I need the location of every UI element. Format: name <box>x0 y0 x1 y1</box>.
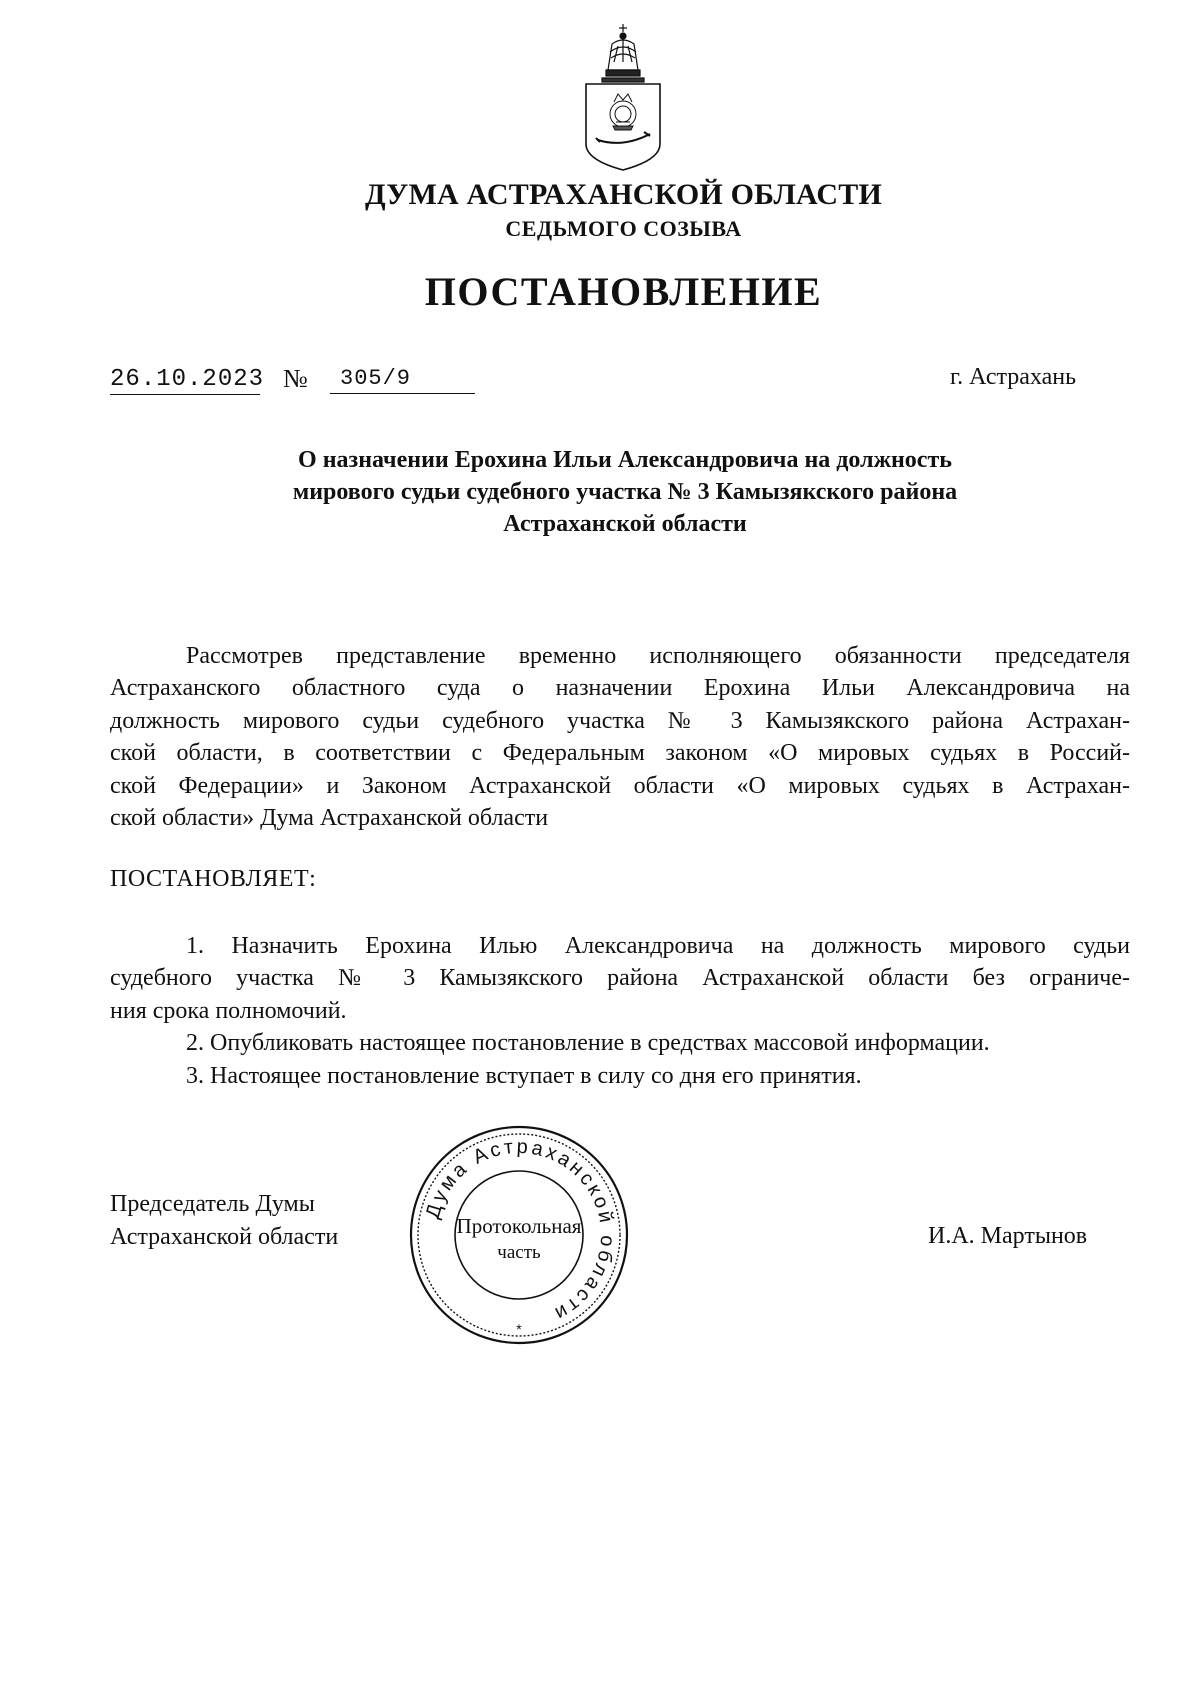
preamble-line: ской Федерации» и Законом Астраханской области «О мировых судьях в Астрахан- <box>110 772 1130 799</box>
convocation-label: СЕДЬМОГО СОЗЫВА <box>505 216 742 241</box>
subject-line: мирового судьи судебного участка № 3 Камызякского района <box>292 479 958 505</box>
preamble-line: ской области, в соответствии с Федеральным законом «О мировых судьях в Россий- <box>110 740 1130 767</box>
seal-star-icon: * <box>516 1321 522 1337</box>
signer-title <box>110 1188 338 1254</box>
subject-line: Астраханской области <box>503 511 747 537</box>
document-subject <box>150 444 1100 540</box>
seal-ring-text: Дума Астраханской области <box>421 1135 619 1326</box>
clause-line: 2. Опубликовать настоящее постановление в средствах массовой информации. <box>186 1030 990 1057</box>
signer-title-line: Председатель Думы <box>110 1191 315 1217</box>
clauses-list <box>110 930 1130 1092</box>
document-number: 305/9 <box>330 366 475 394</box>
preamble-line: Астраханского областного суда о назначении Ерохина Ильи Александровича на <box>110 675 1130 702</box>
document-type-title: ПОСТАНОВЛЕНИЕ <box>424 269 823 314</box>
resolves-heading: ПОСТАНОВЛЯЕТ: <box>110 866 317 892</box>
document-city: г. Астрахань <box>950 364 1077 390</box>
clause-line: ния срока полномочий. <box>110 997 347 1024</box>
round-seal-stamp <box>404 1120 634 1350</box>
seal-center-line: часть <box>497 1242 541 1263</box>
preamble-paragraph <box>110 640 1130 834</box>
clause-line: 1. Назначить Ерохина Илью Александровича на должность мирового судьи <box>186 933 1130 959</box>
seal-center-line: Протокольная <box>456 1214 582 1238</box>
preamble-line: ской области» Дума Астраханской области <box>110 805 549 832</box>
subject-line: О назначении Ерохина Ильи Александровича на должность <box>298 447 952 473</box>
signer-title-line: Астраханской области <box>110 1224 339 1250</box>
signer-name: И.А. Мартынов <box>928 1223 1088 1249</box>
number-sign: № <box>283 364 308 393</box>
astrakhan-coat-of-arms-icon <box>578 22 668 172</box>
clause-line: 3. Настоящее постановление вступает в силу со дня его принятия. <box>186 1062 862 1089</box>
organization-name: ДУМА АСТРАХАНСКОЙ ОБЛАСТИ <box>365 178 882 211</box>
document-date: 26.10.2023 <box>110 366 265 393</box>
preamble-line: Рассмотрев представление временно исполняющего обязанности председателя <box>186 643 1130 669</box>
clause-line: судебного участка № 3 Камызякского района Астраханской области без ограниче- <box>110 965 1130 992</box>
preamble-line: должность мирового судьи судебного участка № 3 Камызякского района Астрахан- <box>110 707 1130 734</box>
